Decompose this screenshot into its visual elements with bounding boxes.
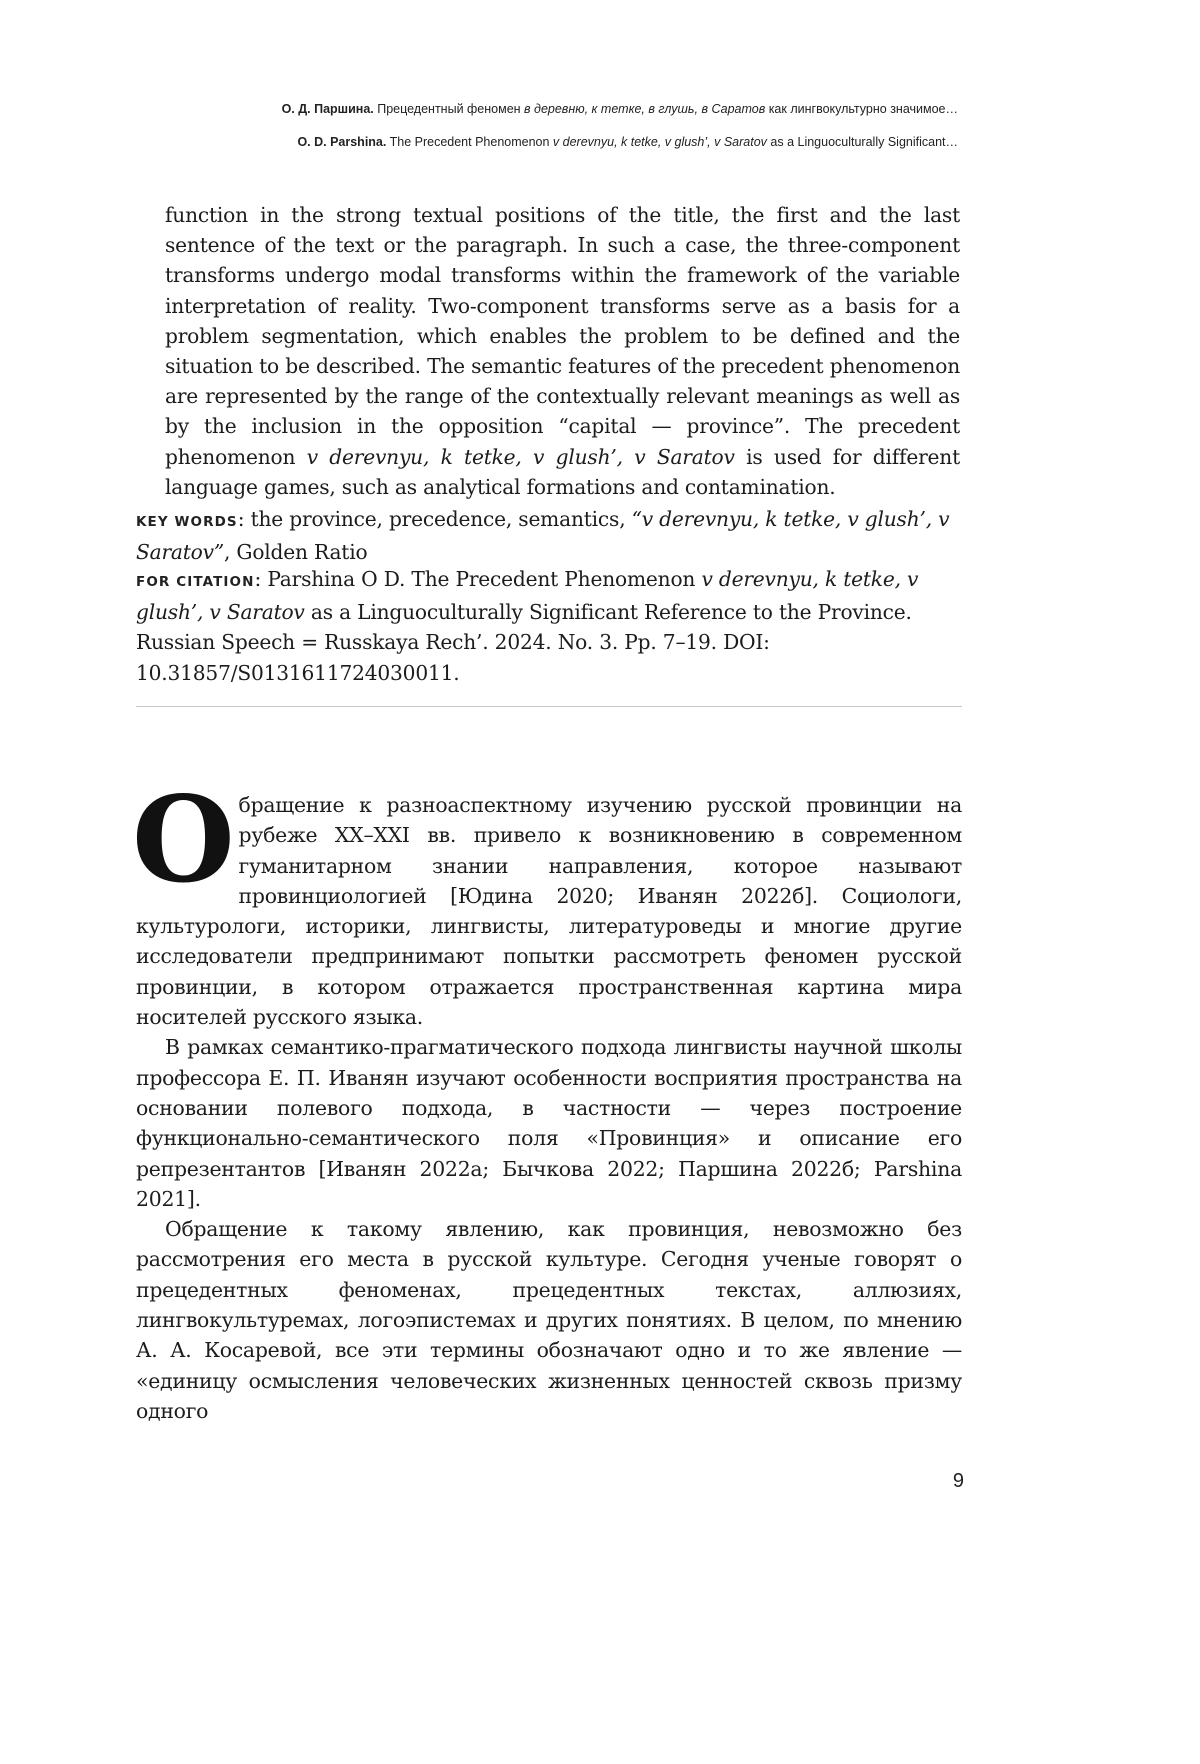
body-paragraph-2: В рамках семантико-прагматического подхода лингвисты научной школы профессора Е. П. Иванян изучают особенности восприятия пространства на основании полевого подхода, в частности — через построение функционально-семантического поля «Провинция» и описание его репрезентантов [Иванян 2022а; Бычкова 2022; Паршина 2022б; Parshina 2021]. [136, 1035, 962, 1211]
abstract-continuation [165, 200, 960, 502]
citation-label: FOR CITATION [136, 574, 255, 590]
body-paragraph-3: Обращение к такому явлению, как провинция, невозможно без рассмотрения его места в русской культуре. Сегодня ученые говорят о прецедентных феноменах, прецедентных текстах, аллюзиях, лингвокультуремах, логоэпистемах и других понятиях. В целом, по мнению А. А. Косаревой, все эти термины обозначают одно и то же явление — «единицу осмысления человеческих жизненных ценностей сквозь призму одного [136, 1217, 962, 1423]
citation: FOR CITATION: Parshina O D. The Precedent Phenomenon v derevnyu, k tetke, v glush’, v Saratov as a Linguoculturally Significant Reference to the Province. Russian Speech = Russkaya Rech’. 2024. No. 3. Pp. 7–19. DOI: 10.31857/S0131611724030011. [136, 567, 919, 685]
body-paragraph-1: Обращение к разноаспектному изучению русской провинции на рубеже XX–XXI вв. привело к возникновению в современном гуманитарном знании направления, которое называют провинциологией [Юдина 2020; Иванян 2022б]. Социологи, культурологи, историки, лингвисты, литературоведы и многие другие исследователи предпринимают попытки рассмотреть феномен русской провинции, в котором отражается пространственная картина мира носителей русского языка. [132, 770, 962, 1030]
running-head [118, 93, 958, 159]
abstract-paragraph: function in the strong textual positions of the title, the first and the last sentence of the text or the paragraph. In such a case, the three-component transforms undergo modal transforms within the framework of the variable interpretation of reality. Two-component transforms serve as a basis for a problem segmentation, which enables the problem to be defined and the situation to be described. The semantic features of the precedent phenomenon are represented by the range of the contextually relevant meanings as well as by the inclusion in the opposition “capital — province”. The precedent phenomenon v derevnyu, k tetke, v glush’, v Saratov is used for different language games, such as analytical formations and contamination. [165, 203, 960, 499]
key-words: KEY WORDS: the province, precedence, semantics, “v derevnyu, k tetke, v glush’, v Saratov”, Golden Ratio [136, 507, 950, 565]
running-head-author-ru: О. Д. Паршина. [281, 102, 374, 116]
running-head-author-en: O. D. Parshina. [297, 135, 387, 149]
key-words-label: KEY WORDS [136, 514, 238, 530]
drop-cap: О [132, 770, 235, 909]
page-number: 9 [952, 1470, 964, 1492]
running-head-english: O. D. Parshina. The Precedent Phenomenon v derevnyu, k tetke, v glush’, v Saratov as a Linguoculturally Significant… [297, 135, 958, 149]
section-divider [136, 706, 962, 707]
article-body [132, 770, 962, 1426]
running-head-russian: О. Д. Паршина. Прецедентный феномен в деревню, к тетке, в глушь, в Саратов как лингвокультурно значимое… [281, 102, 958, 116]
